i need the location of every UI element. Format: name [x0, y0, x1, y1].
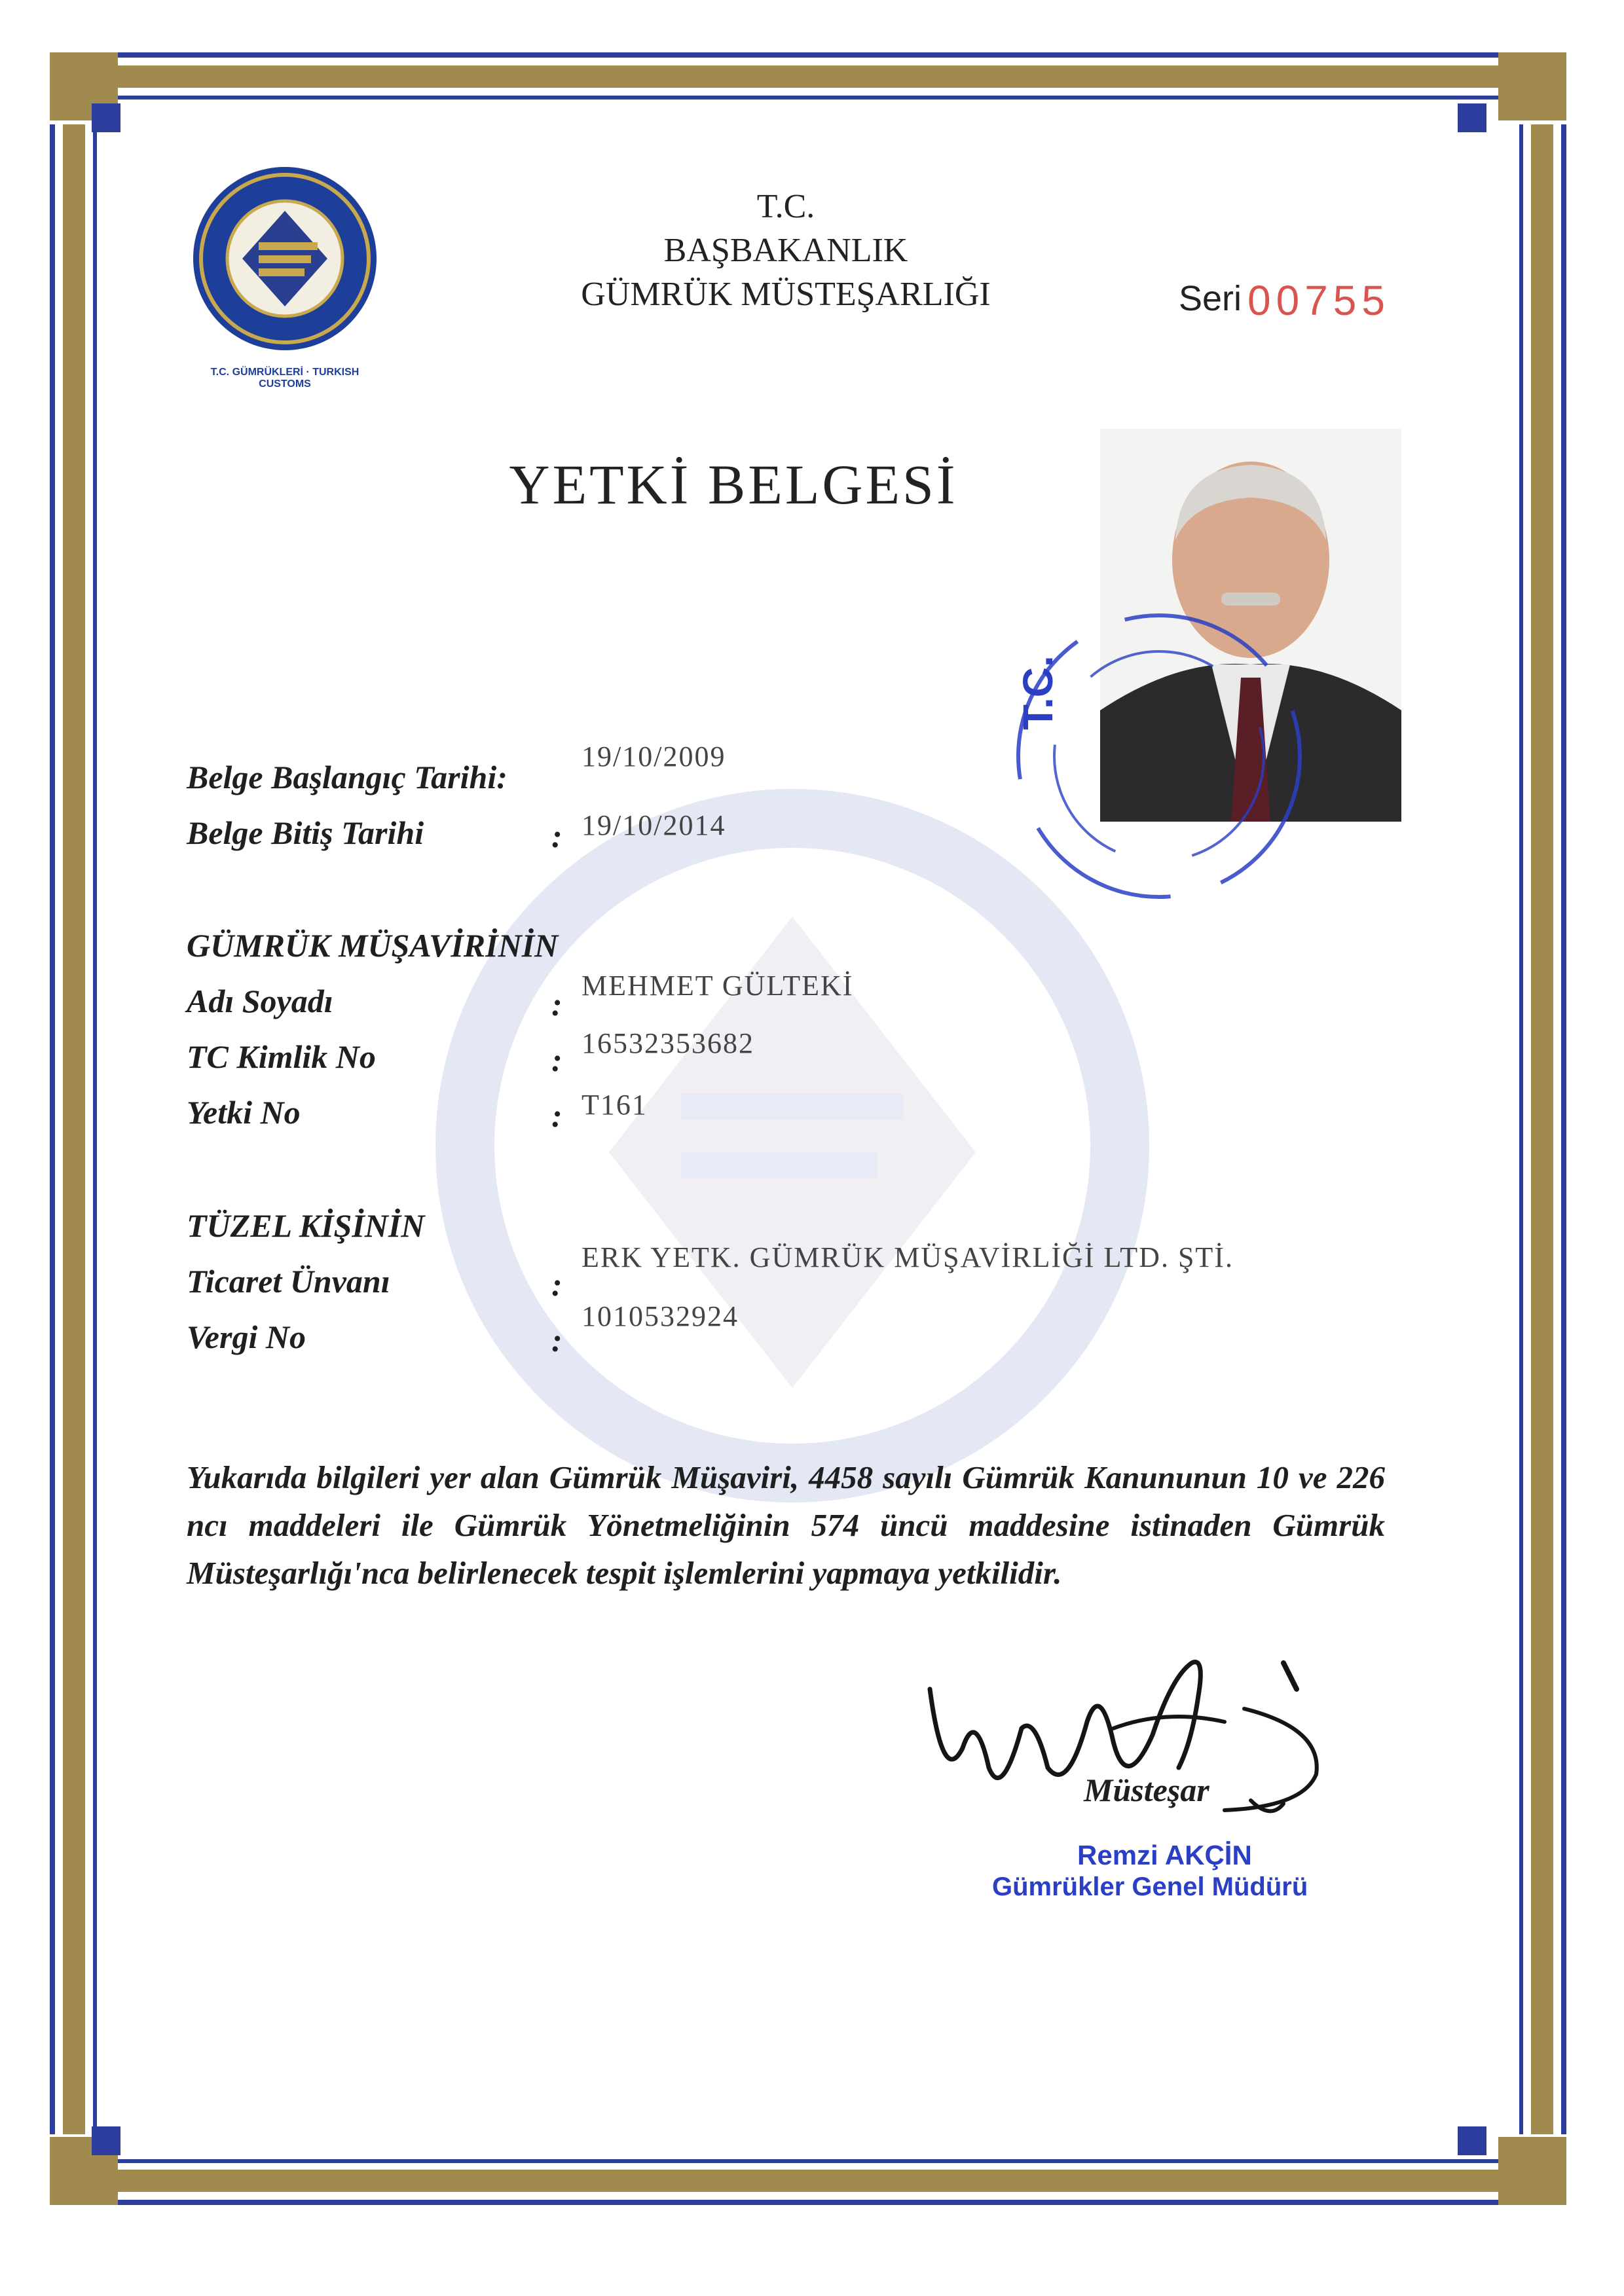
tax-no-value: 1010532924: [581, 1300, 739, 1332]
consultant-section-heading: GÜMRÜK MÜŞAVİRİNİN: [187, 927, 559, 964]
official-stamp: [1008, 606, 1310, 907]
tc-id-label: TC Kimlik No: [187, 1038, 376, 1075]
end-date-label: Belge Bitiş Tarihi: [187, 814, 424, 851]
stamp-text: T.C.: [1014, 655, 1061, 730]
company-section-heading: TÜZEL KİŞİNİN: [187, 1207, 425, 1244]
start-date-label: Belge Başlangıç Tarihi:: [187, 759, 507, 795]
name-label: Adı Soyadı: [187, 983, 333, 1019]
tax-no-label: Vergi No: [187, 1319, 306, 1355]
turkish-customs-logo: [190, 164, 380, 354]
header-ministry: BAŞBAKANLIK: [663, 232, 908, 269]
tc-id-value: 16532353682: [581, 1027, 754, 1059]
license-no-value: T161: [581, 1089, 648, 1121]
license-no-label: Yetki No: [187, 1094, 301, 1131]
name-value: MEHMET GÜLTEKİ: [581, 970, 854, 1002]
document-title: YETKİ BELGESİ: [509, 453, 958, 516]
logo-ring-text: T.C. GÜMRÜKLERİ · TURKISH CUSTOMS: [210, 367, 360, 390]
trade-name-value: ERK YETK. GÜMRÜK MÜŞAVİRLİĞİ LTD. ŞTİ.: [581, 1241, 1234, 1273]
signatory-title: Müsteşar: [1084, 1772, 1209, 1808]
name-colon: :: [551, 986, 563, 1023]
end-date-value: 19/10/2014: [581, 809, 726, 841]
serial-number: 00755: [1247, 277, 1390, 324]
serial-label: Seri: [1179, 279, 1242, 318]
authorization-paragraph: Yukarıda bilgileri yer alan Gümrük Müşaviri, 4458 sayılı Gümrük Kanununun 10 ve 226 ncı maddeleri ile Gümrük Yönetmeliğinin 574 üncü maddesine istinaden Gümrük Müsteşarlığı'nca belirlenecek tespit işlemlerini yapmaya yetkilidir.: [187, 1459, 1385, 1591]
start-date-value: 19/10/2009: [581, 740, 726, 773]
end-date-colon: :: [551, 818, 563, 854]
tax-no-colon: :: [551, 1322, 563, 1358]
trade-name-label: Ticaret Ünvanı: [187, 1263, 390, 1300]
signatory-name: Remzi AKÇİN: [1077, 1840, 1252, 1870]
signatory-position: Gümrükler Genel Müdürü: [992, 1872, 1308, 1901]
header-undersecretariat: GÜMRÜK MÜSTEŞARLIĞI: [581, 276, 991, 313]
header-tc: T.C.: [756, 188, 815, 225]
trade-name-colon: :: [551, 1266, 563, 1303]
tc-id-colon: :: [551, 1042, 563, 1078]
license-no-colon: :: [551, 1097, 563, 1134]
